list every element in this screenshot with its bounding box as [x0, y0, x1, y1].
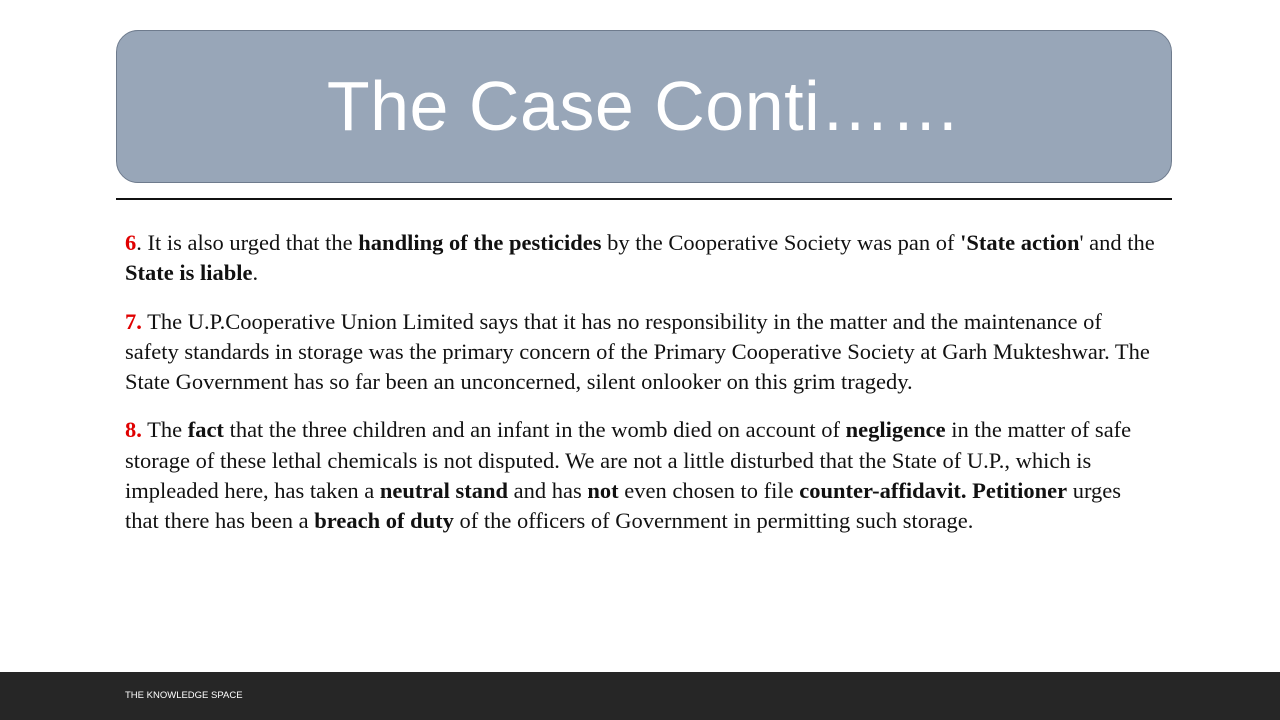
text: ' and the: [1079, 230, 1155, 255]
bold-text: negligence: [845, 417, 946, 443]
bold-text: 'State action: [960, 230, 1080, 255]
bold-text: neutral stand: [379, 478, 509, 504]
paragraph-number: 6: [125, 230, 137, 255]
text: of the officers of Government in permitting such storage.: [453, 508, 974, 534]
text: The U.P.Cooperative Union Limited says that it has no responsibility in the matter and the maintenance of safety standards in storage was the primary concern of the Primary Cooperative Society at Garh Mukteshwar. The State Government has so far been an unconcerned, silent onlooker on this grim tragedy.: [125, 308, 1150, 395]
text: The: [141, 417, 188, 443]
text: by the Cooperative Society was pan of: [601, 230, 961, 255]
footer-bar: [0, 672, 1280, 720]
bold-text: State is liable: [125, 260, 253, 286]
bold-text: handling of the pesticides: [358, 230, 602, 255]
text: even chosen to file: [618, 478, 800, 504]
text: . It is also urged that the: [136, 230, 359, 255]
footer-text: THE KNOWLEDGE SPACE: [125, 690, 243, 701]
paragraph-number: 7.: [125, 308, 142, 334]
bold-text: counter-affidavit. Petitioner: [799, 478, 1068, 504]
bold-text: not: [587, 478, 619, 504]
text: and has: [508, 478, 588, 504]
bold-text: breach of duty: [314, 508, 454, 534]
paragraph-8: [125, 415, 1155, 536]
divider: [116, 198, 1172, 200]
text: .: [252, 260, 259, 286]
text: that the three children and an infant in the womb died on account of: [223, 417, 846, 443]
bold-text: fact: [187, 417, 224, 443]
text: urges that there has been a: [125, 478, 1122, 534]
title-box: [116, 30, 1172, 183]
slide-body: [125, 228, 1155, 555]
paragraph-7: [125, 307, 1155, 398]
text: in the matter of safe storage of these lethal chemicals is not disputed. We are not a little disturbed that the State of U.P., which is impleaded here, has taken a: [125, 417, 1132, 504]
paragraph-6: [125, 228, 1155, 289]
paragraph-number: 8.: [125, 417, 142, 443]
slide-title: The Case Conti……: [326, 66, 962, 145]
